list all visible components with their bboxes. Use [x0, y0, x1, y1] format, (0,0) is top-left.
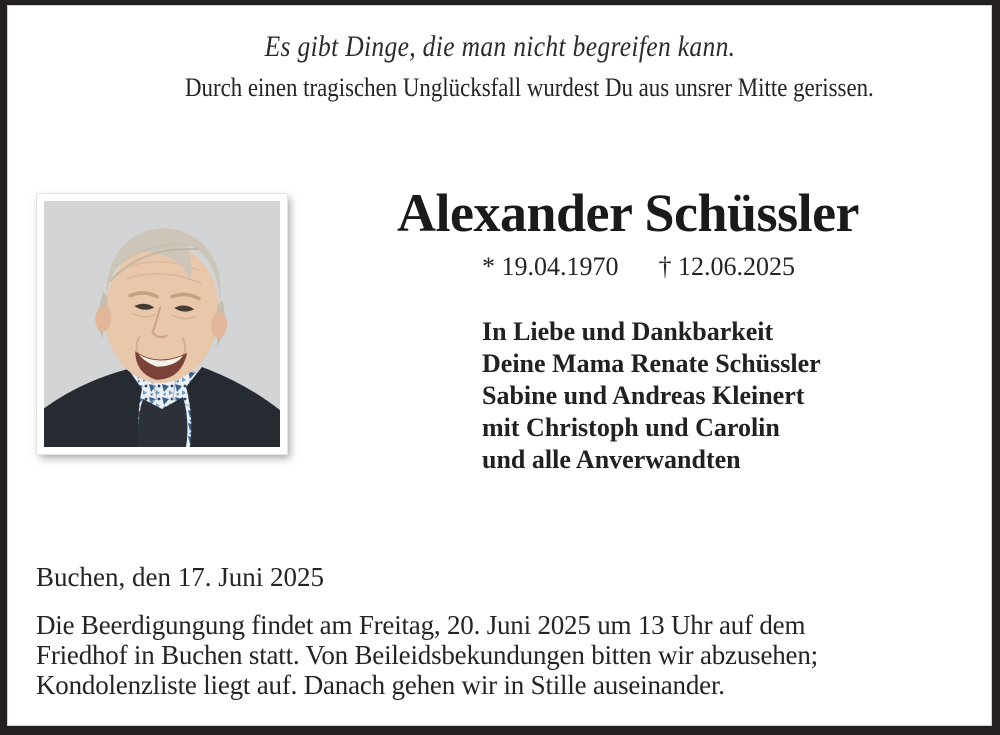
funeral-line: Kondolenzliste liegt auf. Danach gehen wir in Stille auseinander. — [36, 670, 725, 700]
place-date-line: Buchen, den 17. Juni 2025 — [36, 562, 324, 592]
portrait-photo — [37, 194, 287, 454]
quote-line: Es gibt Dinge, die man nicht begreifen kann. — [264, 30, 736, 63]
life-dates — [482, 252, 795, 282]
family-line: In Liebe und Dankbarkeit — [482, 317, 774, 346]
family-block — [482, 316, 821, 476]
family-line: Deine Mama Renate Schüssler — [482, 349, 821, 378]
funeral-line: Die Beerdigungung findet am Freitag, 20. Juni 2025 um 13 Uhr auf dem — [36, 610, 806, 640]
intro-line: Durch einen tragischen Unglücksfall wurdest Du aus unsrer Mitte gerissen. — [185, 73, 874, 102]
funeral-line: Friedhof in Buchen statt. Von Beileidsbekundungen bitten wir abzusehen; — [36, 640, 818, 670]
family-line: und alle Anverwandten — [482, 445, 741, 474]
death-date: † 12.06.2025 — [658, 252, 795, 281]
portrait-illustration — [44, 201, 280, 447]
birth-date: * 19.04.1970 — [482, 252, 619, 281]
funeral-info — [36, 610, 818, 700]
family-line: Sabine und Andreas Kleinert — [482, 381, 805, 410]
family-line: mit Christoph und Carolin — [482, 413, 780, 442]
deceased-name: Alexander Schüssler — [397, 183, 860, 243]
